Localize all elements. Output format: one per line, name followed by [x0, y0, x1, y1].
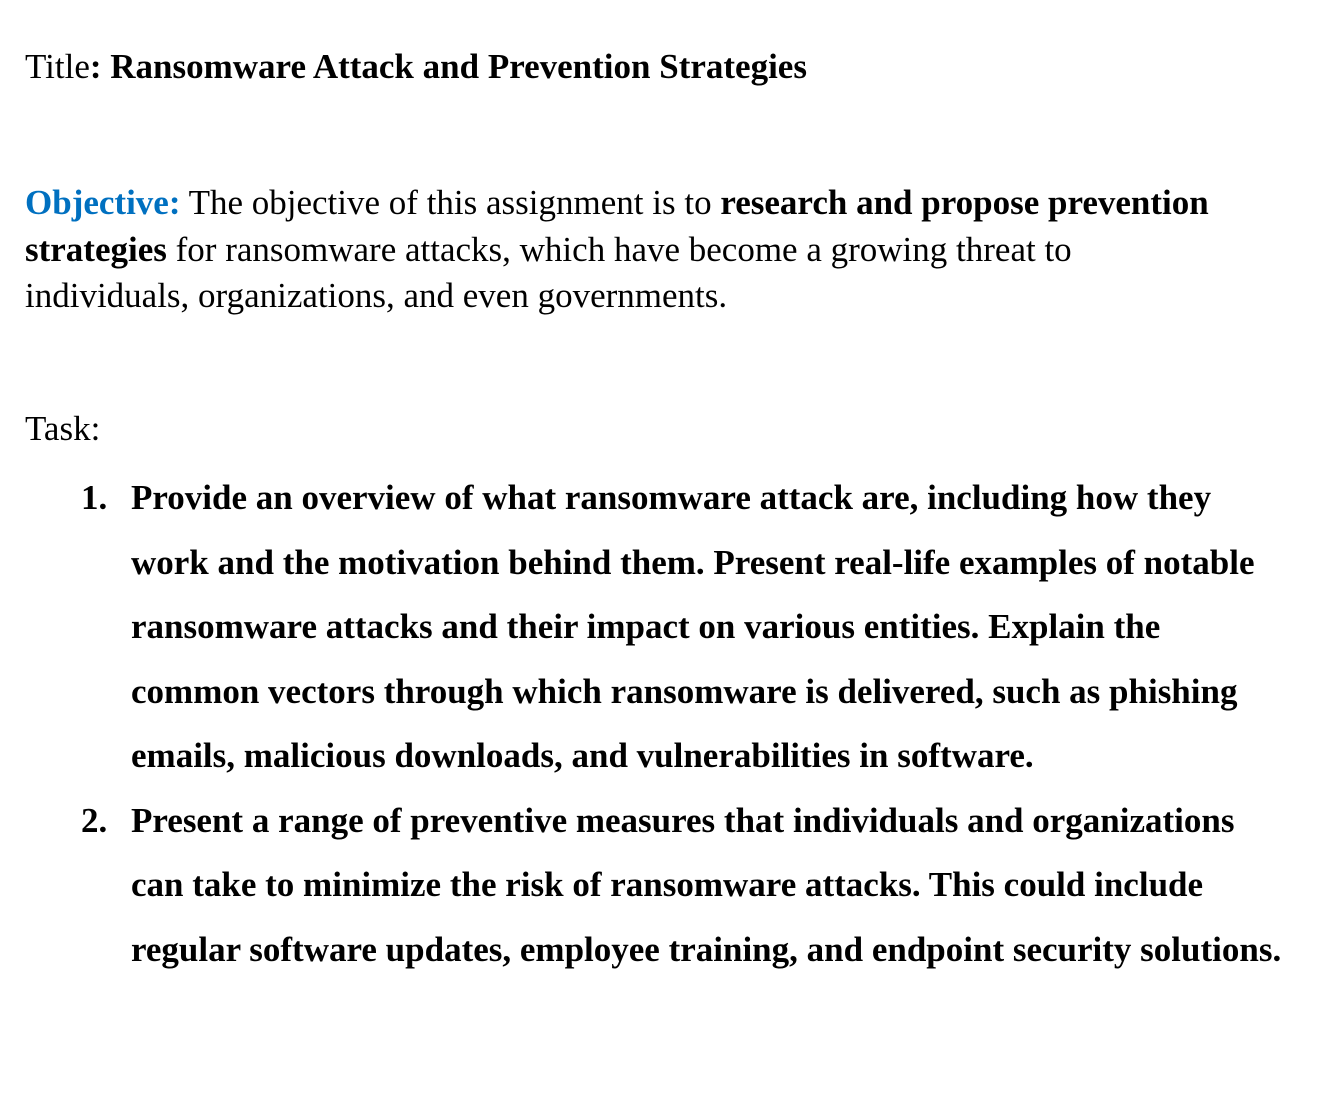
task-item-text: Present a range of preventive measures that individuals and organizations can take to minimize the risk of ransomware attacks. This could include regular software updates, employee training, and endpoint security solutions. — [131, 800, 1282, 969]
objective-text-1: The objective of this assignment is to — [180, 183, 721, 222]
objective-paragraph — [25, 180, 1225, 320]
task-list — [25, 466, 1295, 982]
title-prefix: Title — [25, 47, 90, 86]
task-item — [25, 466, 1295, 789]
task-item-number: 1. — [81, 478, 108, 517]
task-item-number: 2. — [81, 800, 108, 840]
objective-text-2: for ransomware attacks, which have become a growing threat to individuals, organizations, and even governments. — [25, 229, 1072, 315]
task-item — [25, 789, 1295, 983]
document-title — [25, 46, 807, 88]
title-text: : Ransomware Attack and Prevention Strategies — [89, 47, 807, 86]
objective-label: Objective: — [25, 183, 181, 222]
task-label: Task: — [25, 409, 101, 448]
task-item-text: Provide an overview of what ransomware attack are, including how they work and the motivation behind them. Present real-life examples of notable ransomware attacks and their impact on various entities. Explain the common vectors through which ransomware is delivered, such as phishing emails, malicious downloads, and vulnerabilities in software. — [131, 478, 1255, 775]
objective-bold-text: research and propose prevention strategies — [25, 183, 1209, 269]
